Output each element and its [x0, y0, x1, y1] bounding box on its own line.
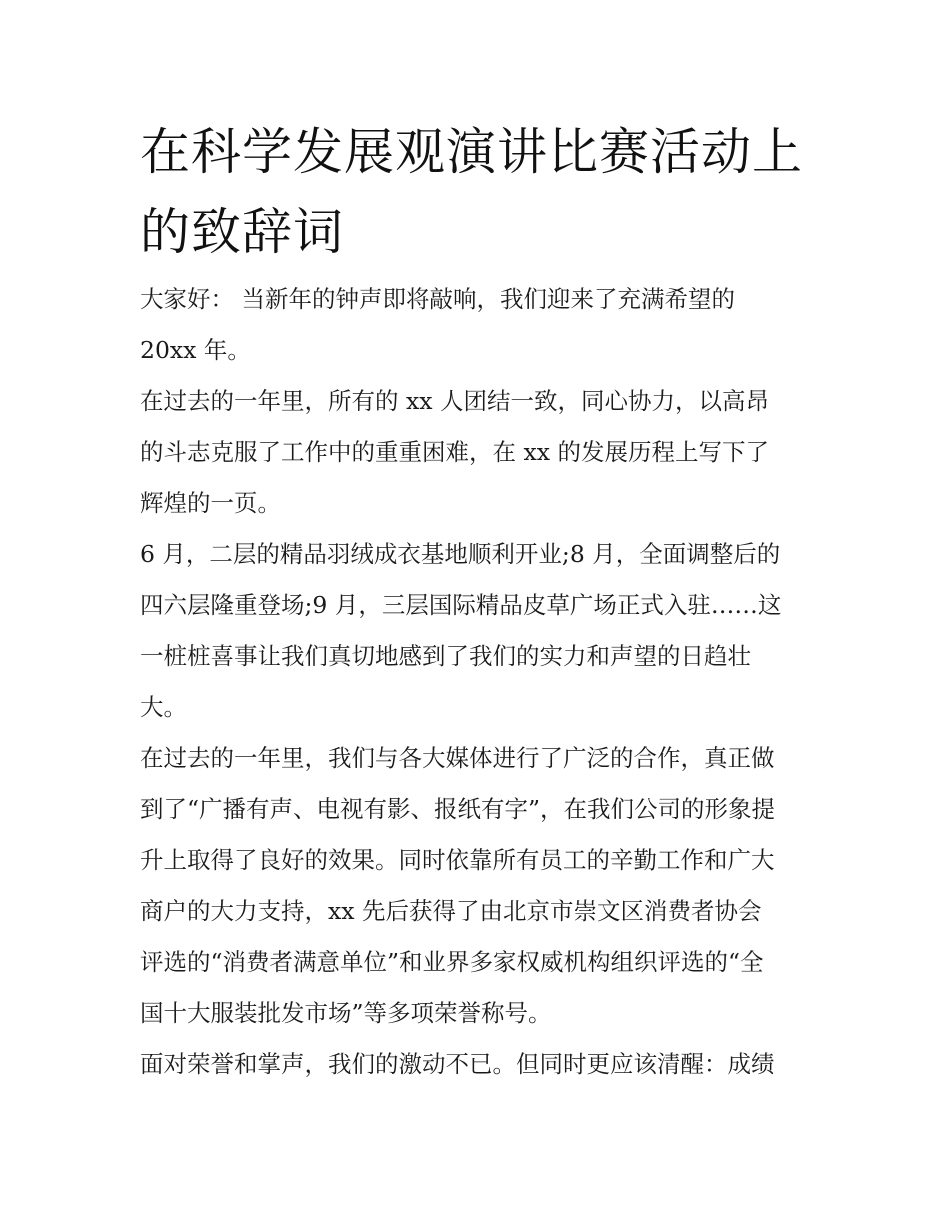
- body-line: 在过去的一年里，我们与各大媒体进行了广泛的合作，真正做: [140, 744, 775, 772]
- title-line: 在科学发展观演讲比赛活动上: [140, 123, 803, 181]
- body-line: 升上取得了良好的效果。同时依靠所有员工的辛勤工作和广大: [140, 846, 775, 874]
- body-line: 6 月，二层的精品羽绒成衣基地顺利开业;8 月，全面调整后的: [140, 540, 781, 568]
- body-line: 面对荣誉和掌声，我们的激动不已。但同时更应该清醒：成绩: [140, 1050, 775, 1078]
- body-line: 大。: [140, 693, 187, 721]
- body-line: 一桩桩喜事让我们真切地感到了我们的实力和声望的日趋壮: [140, 642, 751, 670]
- body-line: 到了“广播有声、电视有影、报纸有字”，在我们公司的形象提: [140, 795, 776, 823]
- document-title: [140, 112, 820, 272]
- body-line: 四六层隆重登场;9 月，三层国际精品皮草广场正式入驻……这: [140, 591, 782, 619]
- title-line: 的致辞词: [140, 203, 344, 261]
- body-line: 国十大服装批发市场”等多项荣誉称号。: [140, 999, 552, 1027]
- body-line: 在过去的一年里，所有的 xx 人团结一致，同心协力，以高昂: [140, 387, 769, 415]
- body-line: 大家好： 当新年的钟声即将敲响，我们迎来了充满希望的: [140, 285, 735, 313]
- body-line: 辉煌的一页。: [140, 489, 281, 517]
- document-body: [140, 274, 815, 1090]
- body-line: 评选的“消费者满意单位”和业界多家权威机构组织评选的“全: [140, 948, 764, 976]
- body-line: 商户的大力支持，xx 先后获得了由北京市崇文区消费者协会: [140, 897, 762, 925]
- body-line: 的斗志克服了工作中的重重困难，在 xx 的发展历程上写下了: [140, 438, 769, 466]
- body-line: 20xx 年。: [140, 336, 251, 364]
